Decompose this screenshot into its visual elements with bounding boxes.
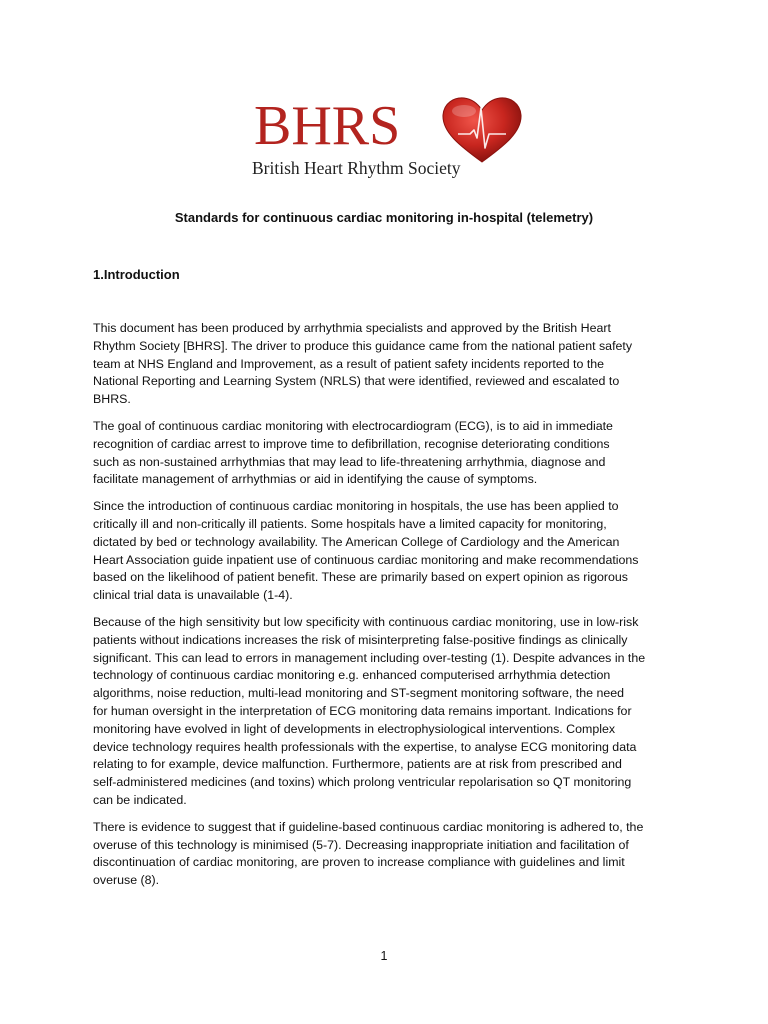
section-heading: 1.Introduction — [93, 267, 180, 282]
text-line: discontinuation of cardiac monitoring, are proven to increase compliance with guidelines and limit — [93, 855, 625, 870]
paragraph-5 — [93, 819, 683, 890]
text-line: such as non-sustained arrhythmias that may lead to life-threatening arrhythmia, diagnose and — [93, 454, 606, 469]
text-line: can be indicated. — [93, 792, 187, 807]
document-title: Standards for continuous cardiac monitoring in-hospital (telemetry) — [174, 210, 594, 225]
text-line: Because of the high sensitivity but low specificity with continuous cardiac monitoring, use in low-risk — [93, 614, 639, 629]
text-line: There is evidence to suggest that if guideline-based continuous cardiac monitoring is adhered to, the — [93, 819, 644, 834]
text-line: technology of continuous cardiac monitoring e.g. enhanced computerised arrhythmia detection — [93, 668, 611, 683]
text-line: significant. This can lead to errors in management including over-testing (1). Despite advances in the — [93, 650, 646, 665]
logo-subtitle: British Heart Rhythm Society — [252, 158, 461, 178]
text-line: The goal of continuous cardiac monitoring with electrocardiogram (ECG), is to aid in immediate — [93, 418, 613, 433]
text-line: recognition of cardiac arrest to improve time to defibrillation, recognise deteriorating conditions — [93, 436, 610, 451]
text-line: algorithms, noise reduction, multi-lead monitoring and ST-segment monitoring software, the need — [93, 686, 625, 701]
paragraph-1 — [93, 320, 683, 409]
text-line: team at NHS England and Improvement, as a result of patient safety incidents reported to the — [93, 356, 605, 371]
text-line: facilitate management of arrhythmias or aid in identifying the cause of symptoms. — [93, 472, 538, 487]
text-line: dictated by bed or technology availability. The American College of Cardiology and the American — [93, 534, 620, 549]
text-line: BHRS. — [93, 392, 131, 407]
text-line: clinical trial data is unavailable (1-4). — [93, 588, 293, 603]
text-line: device technology requires health professionals with the expertise, to analyse ECG monitoring data — [93, 739, 637, 754]
text-line: overuse (8). — [93, 873, 160, 888]
text-line: overuse of this technology is minimised (5-7). Decreasing inappropriate initiation and facilitation of — [93, 837, 629, 852]
text-line: based on the likelihood of patient benefit. These are primarily based on expert opinion as rigorous — [93, 570, 628, 585]
bhrs-logo — [250, 96, 530, 186]
text-line: Since the introduction of continuous cardiac monitoring in hospitals, the use has been applied to — [93, 499, 619, 514]
text-line: Heart Association guide inpatient use of continuous cardiac monitoring and make recommendations — [93, 552, 639, 567]
body-text — [93, 320, 683, 899]
paragraph-4 — [93, 614, 683, 810]
paragraph-2 — [93, 418, 683, 489]
logo-wordmark: BHRS — [254, 95, 401, 157]
text-line: monitoring have evolved in light of developments in electrophysiological interventions. Complex — [93, 721, 616, 736]
text-line: critically ill and non-critically ill patients. Some hospitals have a limited capacity for monitoring, — [93, 516, 607, 531]
text-line: patients without indications increases the risk of misinterpreting false-positive findings as clinically — [93, 632, 628, 647]
text-line: Rhythm Society [BHRS]. The driver to produce this guidance came from the national patient safety — [93, 338, 633, 353]
text-line: National Reporting and Learning System (NRLS) that were identified, reviewed and escalated to — [93, 374, 620, 389]
heart-ecg-icon — [440, 96, 524, 164]
text-line: This document has been produced by arrhythmia specialists and approved by the British Heart — [93, 321, 611, 335]
text-line: self-administered medicines (and toxins) which prolong ventricular repolarisation so QT monitoring — [93, 775, 632, 790]
page-number: 1 — [380, 949, 388, 963]
paragraph-3 — [93, 498, 683, 605]
text-line: for human oversight in the interpretation of ECG monitoring data remains important. Indications for — [93, 703, 632, 718]
text-line: relating to for example, device malfunction. Furthermore, patients are at risk from prescribed and — [93, 757, 622, 772]
